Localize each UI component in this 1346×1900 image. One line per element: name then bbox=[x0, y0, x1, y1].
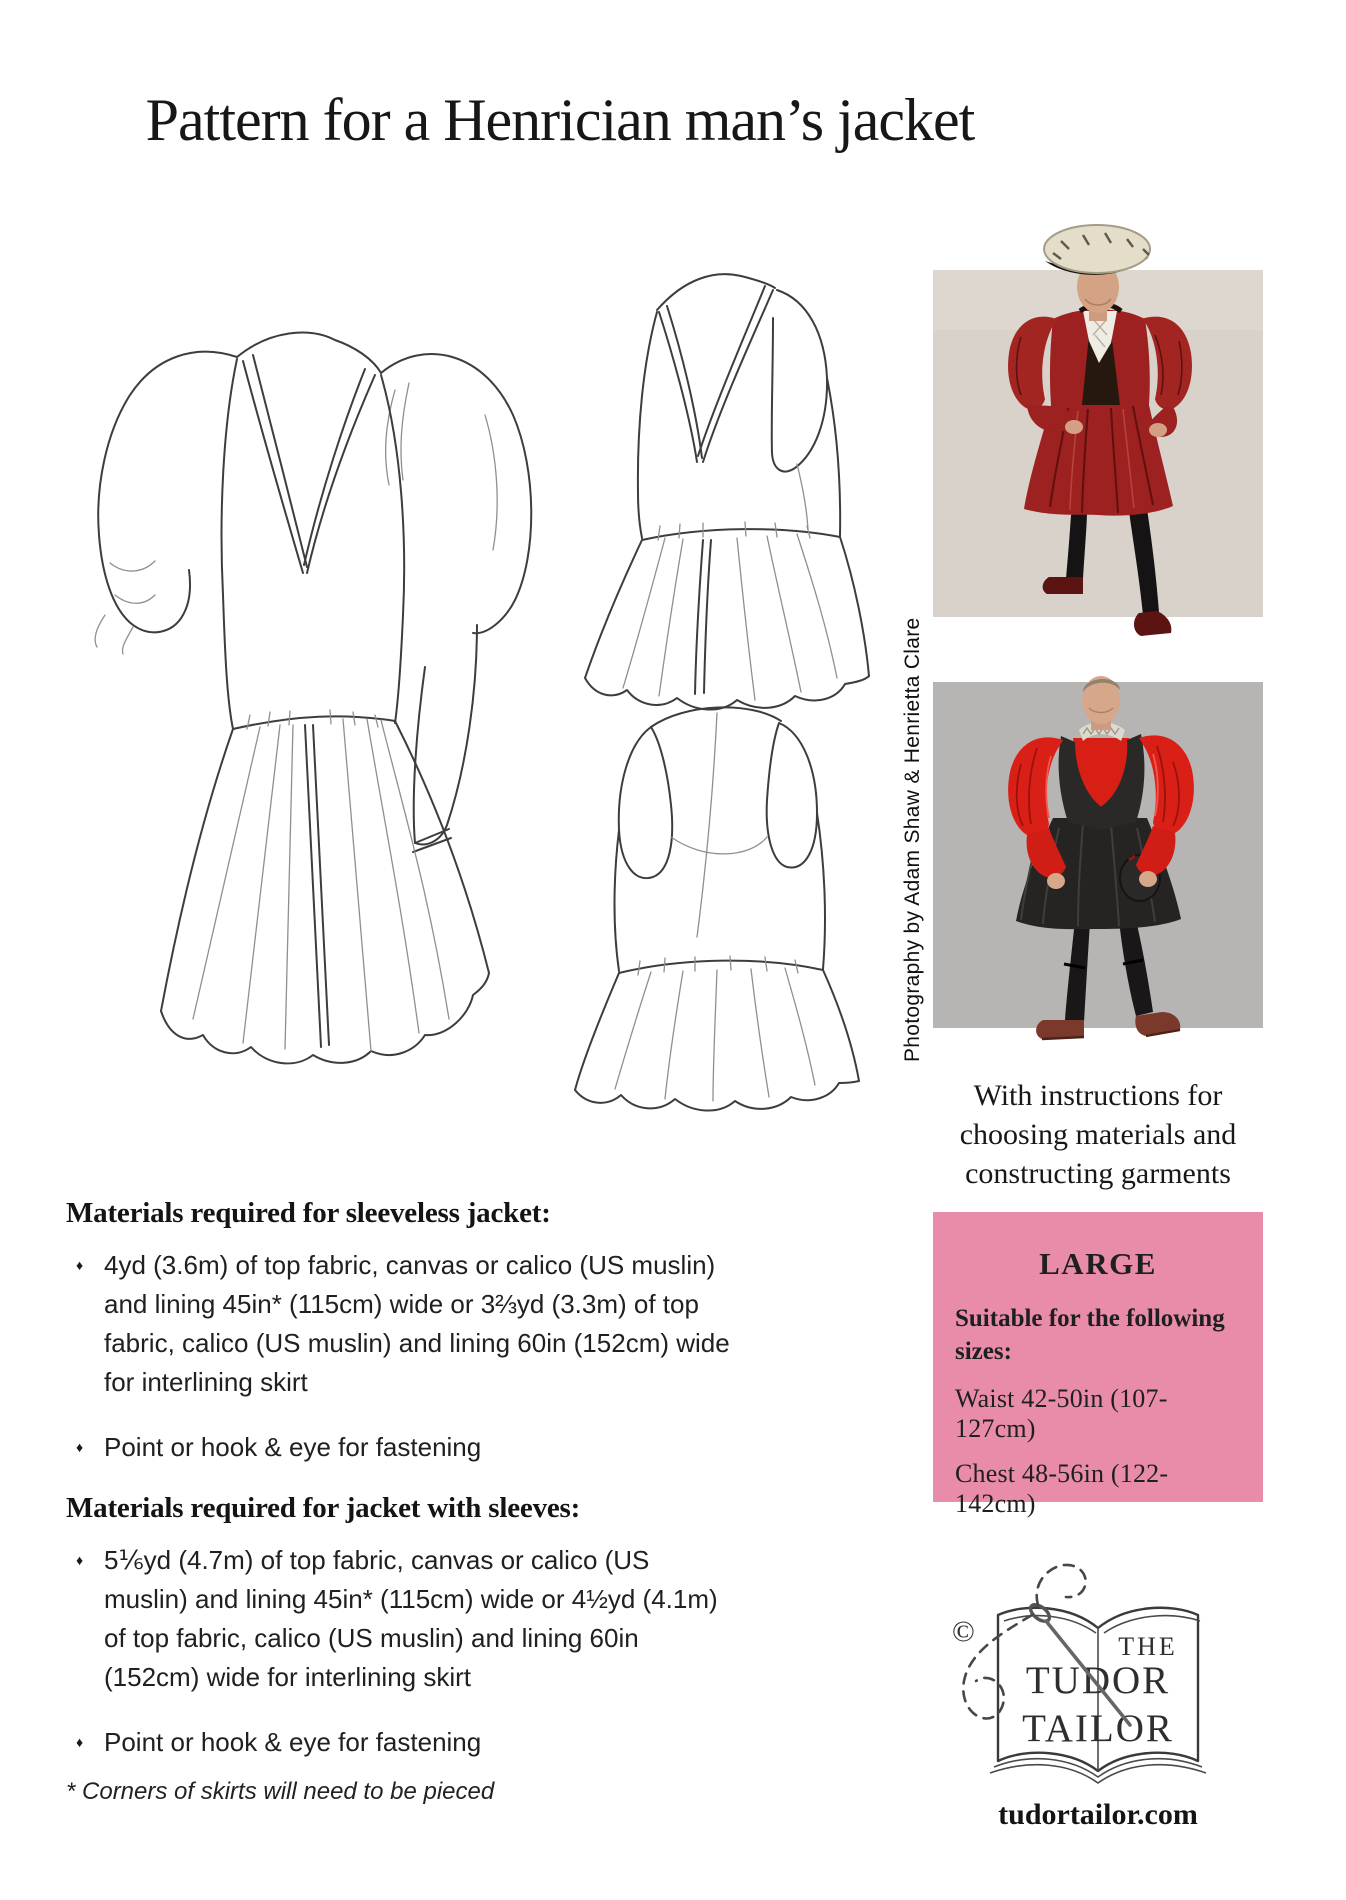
needle-eye bbox=[1028, 1601, 1053, 1624]
page-title: Pattern for a Henrician man’s jacket bbox=[145, 87, 975, 153]
materials-sleeveless-section bbox=[66, 1197, 738, 1493]
materials-sleeveless-heading: Materials required for sleeveless jacket: bbox=[66, 1197, 551, 1229]
list-item-text: Point or hook & eye for fastening bbox=[104, 1432, 482, 1462]
tudor-tailor-logo-image bbox=[940, 1553, 1270, 1798]
copyright-symbol: © bbox=[952, 1615, 975, 1648]
size-waist: Waist 42-50in (107-127cm) bbox=[955, 1384, 1168, 1443]
logo-word-tudor: TUDOR bbox=[1025, 1659, 1171, 1702]
diamond-bullet-icon: ♦ bbox=[76, 1734, 84, 1750]
materials-sleeveless-list bbox=[66, 1246, 738, 1467]
photography-credit: Photography by Adam Shaw & Henrietta Clare bbox=[901, 617, 924, 1062]
photo-sleeveless-black-jacket bbox=[933, 668, 1263, 1058]
materials-sleeved-list bbox=[66, 1541, 738, 1762]
materials-sleeved-heading: Materials required for jacket with sleeves: bbox=[66, 1492, 581, 1524]
list-item-text: 4yd (3.6m) of top fabric, canvas or calico (US muslin) and lining 45in* (115cm) wide or 3⅔yd (3.3m) of top fabric, calico (US muslin) and lining 60in (152cm) wide for interlining skirt bbox=[104, 1250, 730, 1397]
size-label: LARGE bbox=[1039, 1246, 1157, 1281]
diamond-bullet-icon: ♦ bbox=[76, 1552, 84, 1568]
skirt-piecing-footnote: * Corners of skirts will need to be pieced bbox=[66, 1778, 495, 1805]
diamond-bullet-icon: ♦ bbox=[76, 1439, 84, 1455]
size-chest: Chest 48-56in (122-142cm) bbox=[955, 1459, 1169, 1518]
list-item bbox=[66, 1246, 738, 1402]
sketch-sleeveless-back-drawing bbox=[555, 685, 885, 1105]
sketch-sleeveless-front-drawing bbox=[545, 248, 880, 703]
sketch-jacket-with-sleeves bbox=[85, 295, 540, 1075]
list-item bbox=[66, 1723, 738, 1762]
thread-curl-top bbox=[1037, 1565, 1086, 1605]
logo-word-the: THE bbox=[1118, 1632, 1178, 1661]
list-item-text: Point or hook & eye for fastening bbox=[104, 1727, 482, 1757]
photo-red-damask-jacket bbox=[933, 215, 1263, 640]
sketch-sleeveless-back bbox=[555, 685, 885, 1105]
diamond-bullet-icon: ♦ bbox=[76, 1257, 84, 1273]
size-subtitle: Suitable for the following sizes: bbox=[955, 1305, 1225, 1365]
photo-red-damask-jacket-image bbox=[933, 215, 1263, 640]
sketch-jacket-with-sleeves-drawing bbox=[85, 295, 540, 1075]
sketch-sleeveless-front bbox=[545, 248, 880, 703]
list-item bbox=[66, 1428, 738, 1467]
photo-sleeveless-black-jacket-image bbox=[933, 668, 1263, 1058]
list-item bbox=[66, 1541, 738, 1697]
logo-word-tailor: TAILOR bbox=[1022, 1707, 1174, 1750]
size-info-box bbox=[933, 1212, 1263, 1518]
website-url: tudortailor.com bbox=[998, 1798, 1198, 1831]
tudor-tailor-logo bbox=[940, 1553, 1270, 1798]
materials-sleeved-section bbox=[66, 1492, 738, 1788]
list-item-text: 5⅙yd (4.7m) of top fabric, canvas or calico (US muslin) and lining 45in* (115cm) wide or 4½yd (4.1m) of top fabric, calico (US muslin) and lining 60in (152cm) wide for interlining skirt bbox=[104, 1545, 718, 1692]
instructions-caption: With instructions for choosing materials and constructing garments bbox=[959, 1079, 1237, 1190]
